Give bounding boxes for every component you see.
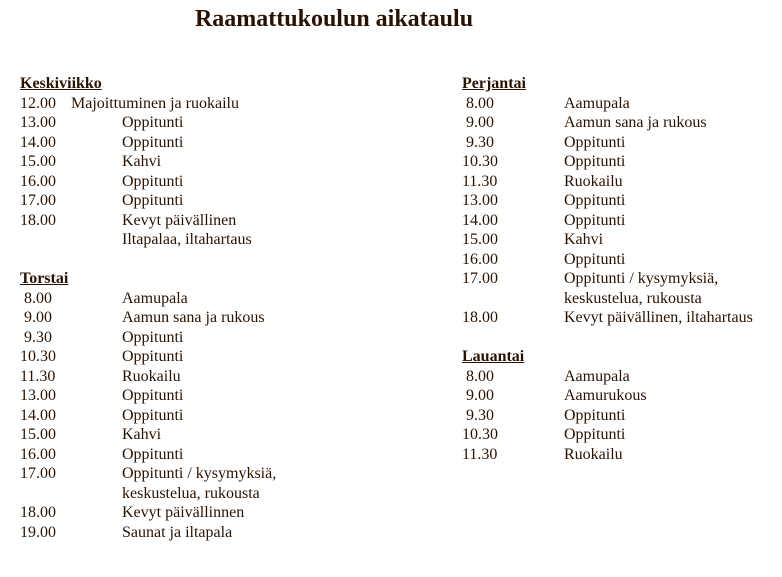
schedule-time: 19.00 [20,523,56,541]
schedule-activity: Oppitunti [564,153,626,170]
schedule-time: 15.00 [20,153,56,170]
schedule-row [462,94,780,114]
schedule-row [462,406,780,426]
schedule-row [462,289,780,309]
schedule-list-lauantai [462,367,780,465]
schedule-activity: Majoittuminen ja ruokailu [71,94,239,112]
schedule-time: 10.30 [20,348,56,365]
schedule-list-perjantai [462,94,780,328]
schedule-row [20,367,440,387]
schedule-row [462,386,780,406]
schedule-row [20,347,440,367]
schedule-time: 8.00 [20,289,52,307]
schedule-time: 17.00 [462,270,498,287]
schedule-row [20,172,440,192]
schedule-time: 11.30 [462,172,498,190]
schedule-activity: Oppitunti / kysymyksiä, [564,270,719,287]
schedule-time: 9.00 [462,387,494,404]
schedule-activity: Aamurukous [564,387,647,404]
schedule-row [462,211,780,231]
schedule-time: 13.00 [462,192,498,209]
schedule-time: 14.00 [20,406,56,424]
schedule-row [20,484,440,504]
schedule-time: 17.00 [20,465,56,482]
schedule-time: 9.30 [462,406,494,424]
schedule-row [20,523,440,543]
schedule-row [20,211,440,231]
schedule-row [462,425,780,445]
schedule-activity: Oppitunti [564,426,626,443]
schedule-time: 9.00 [20,309,52,326]
schedule-row [20,503,440,523]
schedule-row [20,406,440,426]
schedule-row [462,367,780,387]
left-column [20,74,440,562]
schedule-time: 8.00 [462,94,494,112]
schedule-row [462,113,780,133]
schedule-activity: Aamun sana ja rukous [564,114,707,131]
schedule-list-torstai [20,289,440,543]
right-column [462,74,780,484]
schedule-row [462,230,780,250]
schedule-time: 16.00 [20,172,56,190]
schedule-activity: Kevyt päivällinen, iltahartaus [564,309,753,326]
schedule-activity: Oppitunti [122,172,184,190]
schedule-row [20,425,440,445]
schedule-row [462,445,780,465]
schedule-activity: Oppitunti [122,387,184,404]
schedule-time [462,289,564,309]
schedule-time: 10.30 [462,426,498,443]
schedule-time: 9.00 [462,114,494,131]
schedule-activity: Kevyt päivällinnen [122,504,245,521]
schedule-activity: Oppitunti [122,406,184,424]
schedule-time: 14.00 [20,133,56,151]
schedule-activity: Oppitunti [564,406,626,424]
schedule-activity: Oppitunti [122,192,184,209]
page-title: Raamattukoulun aikataulu [194,6,474,32]
schedule-time: 15.00 [20,426,56,443]
schedule-time: 17.00 [20,192,56,209]
day-heading-keskiviikko: Keskiviikko [20,75,102,92]
schedule-row [20,386,440,406]
schedule-time: 18.00 [20,504,56,521]
schedule-activity: Ruokailu [122,367,181,385]
schedule-activity: Aamupala [122,289,188,307]
schedule-time: 16.00 [20,445,56,463]
schedule-activity: Oppitunti [122,133,184,151]
schedule-activity: Oppitunti [564,133,626,151]
schedule-row [462,308,780,328]
schedule-row [20,289,440,309]
schedule-activity: Kahvi [122,426,162,443]
schedule-row [20,94,440,114]
schedule-time: 13.00 [20,114,56,131]
schedule-activity: Kahvi [564,231,604,248]
schedule-row [462,152,780,172]
schedule-activity: Ruokailu [564,172,623,190]
schedule-time: 11.30 [462,445,498,463]
schedule-row [462,269,780,289]
schedule-time: 14.00 [462,211,498,229]
day-heading-perjantai: Perjantai [462,75,526,92]
schedule-time: 18.00 [462,309,498,326]
schedule-row [462,250,780,270]
schedule-activity: Aamupala [564,94,630,112]
schedule-activity: keskustelua, rukousta [564,289,702,307]
schedule-activity: Iltapalaa, iltahartaus [122,231,252,248]
schedule-activity: Aamupala [564,367,630,385]
schedule-activity: Oppitunti [122,348,184,365]
schedule-activity: Oppitunti [122,328,184,346]
schedule-row [20,308,440,328]
schedule-row [20,230,440,250]
day-section-keskiviikko [20,74,440,250]
schedule-row [20,152,440,172]
schedule-time: 9.30 [462,133,494,151]
schedule-activity: Oppitunti [564,211,626,229]
schedule-time: 9.30 [20,328,52,346]
schedule-activity: Oppitunti [564,192,626,209]
schedule-row [462,191,780,211]
schedule-activity: Oppitunti / kysymyksiä, [122,465,277,482]
schedule-activity: Oppitunti [564,250,626,268]
schedule-row [20,445,440,465]
schedule-time: 10.30 [462,153,498,170]
schedule-time: 13.00 [20,387,56,404]
schedule-activity: Kevyt päivällinen [122,211,237,229]
schedule-activity: Saunat ja iltapala [122,523,233,541]
schedule-activity: Aamun sana ja rukous [122,309,265,326]
schedule-row [20,464,440,484]
schedule-row [462,172,780,192]
schedule-time: 15.00 [462,231,498,248]
day-section-torstai [20,269,440,542]
schedule-list-keskiviikko [20,94,440,250]
schedule-time: 8.00 [462,367,494,385]
schedule-activity: Kahvi [122,153,162,170]
schedule-time [20,484,122,504]
schedule-time [20,230,122,250]
schedule-time: 11.30 [20,367,56,385]
schedule-activity: keskustelua, rukousta [122,484,260,502]
day-heading-lauantai: Lauantai [462,348,525,365]
schedule-activity: Oppitunti [122,114,184,131]
schedule-row [462,133,780,153]
schedule-row [20,328,440,348]
schedule-activity: Oppitunti [122,445,184,463]
schedule-row [20,113,440,133]
day-section-lauantai [462,347,780,464]
day-heading-torstai: Torstai [20,270,69,287]
schedule-time: 12.00 [20,94,56,112]
schedule-row [20,191,440,211]
schedule-activity: Ruokailu [564,445,623,463]
schedule-time: 18.00 [20,211,56,229]
day-section-perjantai [462,74,780,328]
schedule-time: 16.00 [462,250,498,268]
schedule-row [20,133,440,153]
